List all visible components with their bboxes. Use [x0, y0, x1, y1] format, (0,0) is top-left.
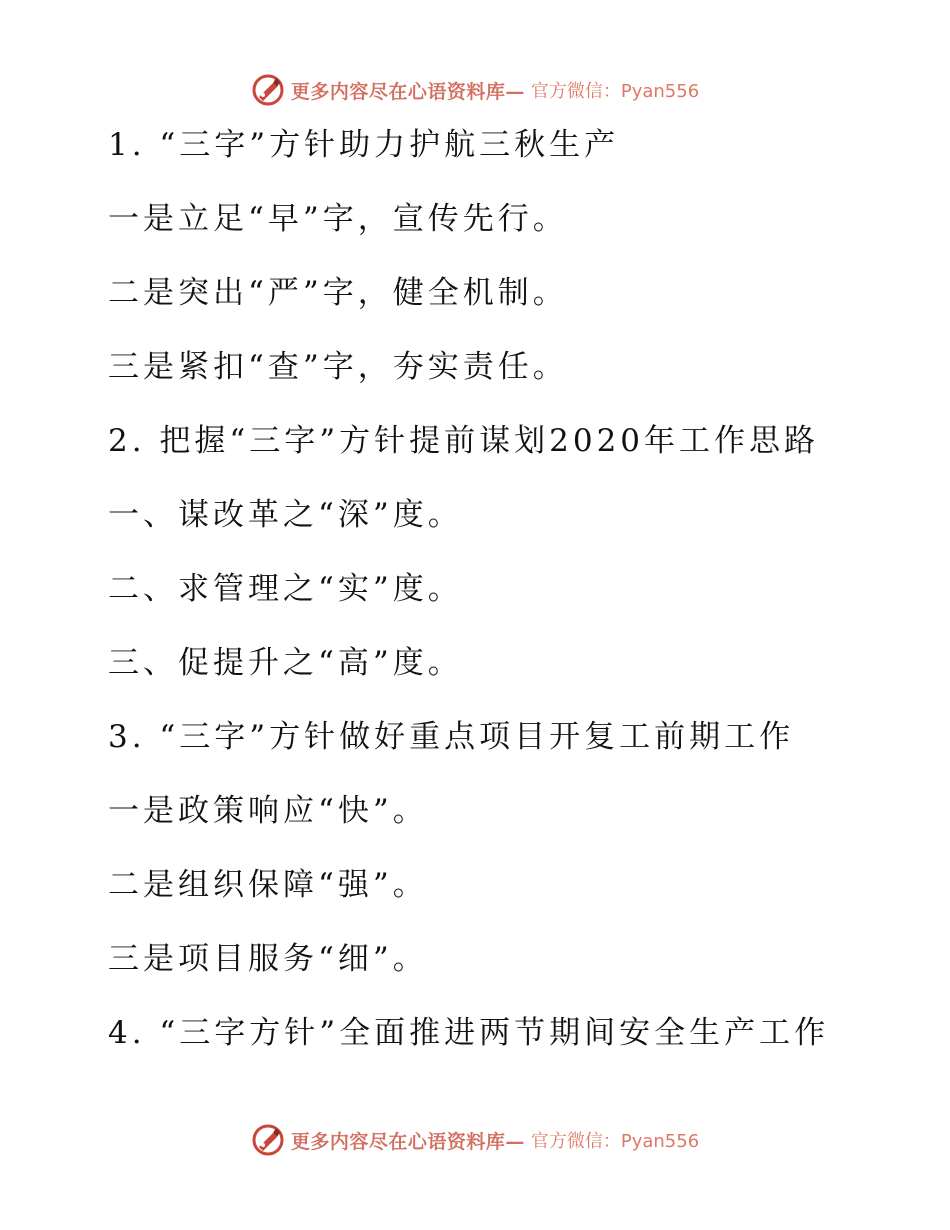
heading-2: 2. 把握“三字”方针提前谋划2020年工作思路: [108, 423, 820, 459]
pen-logo-icon: [251, 1123, 285, 1157]
watermark-header: [0, 72, 950, 108]
paragraph-line: 三、促提升之“高”度。: [108, 645, 463, 681]
watermark-wechat: 官方微信：Pyan556: [530, 1131, 700, 1152]
paragraph-line: 二、求管理之“实”度。: [108, 571, 463, 607]
watermark-wechat: 官方微信：Pyan556: [530, 81, 700, 102]
paragraph-line: 一、谋改革之“深”度。: [108, 497, 463, 533]
watermark-text: 更多内容尽在心语资料库—: [290, 80, 525, 103]
watermark-text: 更多内容尽在心语资料库—: [290, 1130, 525, 1153]
pen-logo-icon: [251, 73, 285, 107]
paragraph-line: 一是立足“早”字，宣传先行。: [108, 201, 568, 237]
paragraph-line: 三是项目服务“细”。: [108, 941, 428, 977]
watermark-footer: [0, 1122, 950, 1158]
paragraph-line: 一是政策响应“快”。: [108, 793, 428, 829]
heading-1: 1. “三字”方针助力护航三秋生产: [108, 127, 620, 163]
paragraph-line: 二是组织保障“强”。: [108, 867, 428, 903]
heading-3: 3. “三字”方针做好重点项目开复工前期工作: [108, 719, 795, 755]
paragraph-line: 三是紧扣“查”字，夯实责任。: [108, 349, 568, 385]
paragraph-line: 二是突出“严”字，健全机制。: [108, 275, 568, 311]
heading-4: 4. “三字方针”全面推进两节期间安全生产工作: [108, 1015, 830, 1051]
